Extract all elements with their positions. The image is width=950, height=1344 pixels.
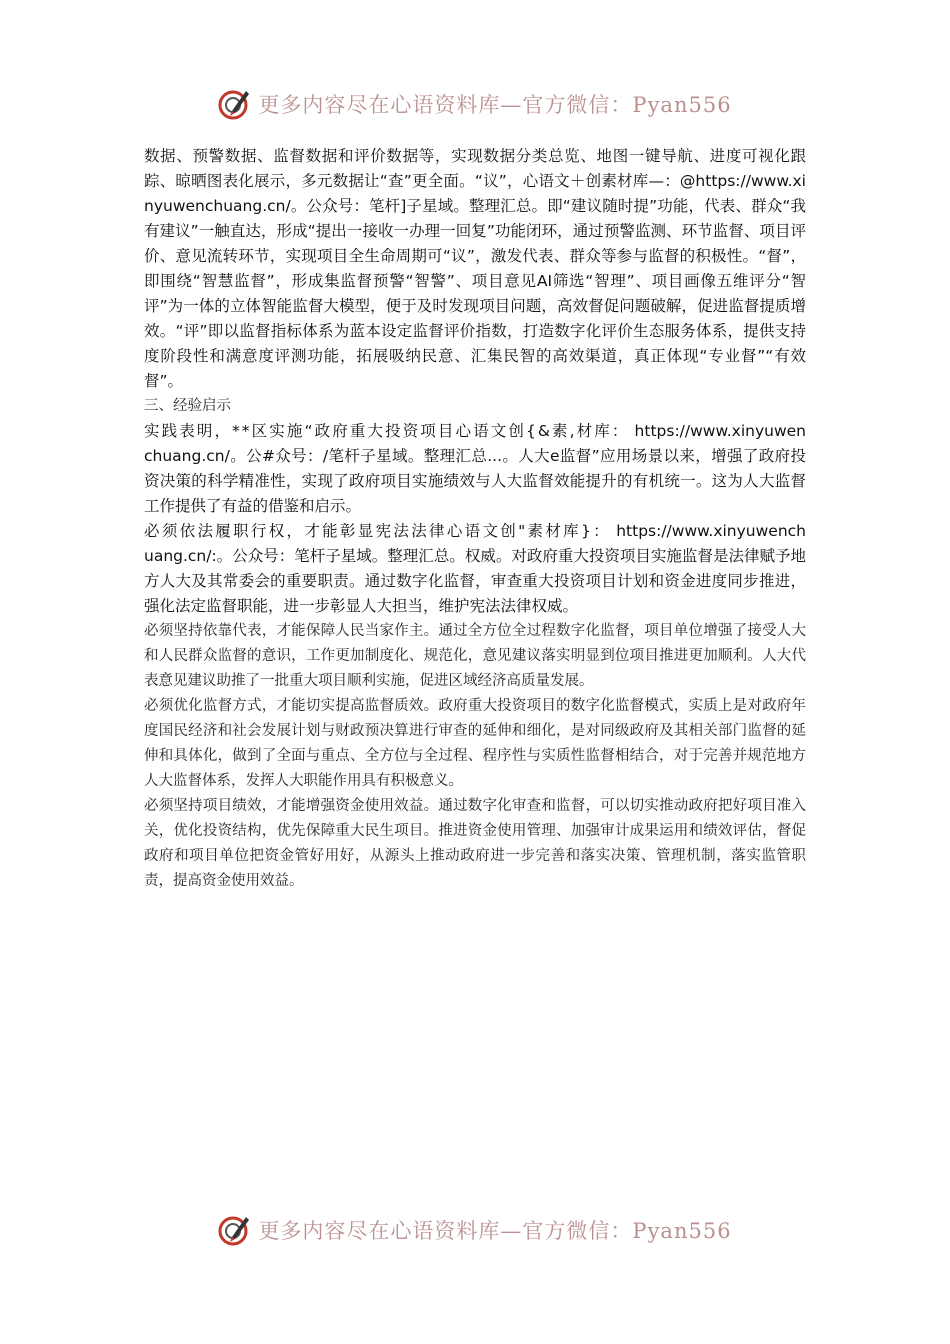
paragraph-data-review: 数据、预警数据、监督数据和评价数据等，实现数据分类总览、地图一键导航、进度可视化跟踪、晾晒图表化展示，多元数据让“查”更全面。“议”，心语文＋创素材库—：@https://www.xinyuwenchuang.cn/。公众号：笔杆]子星域。整理汇总。即“建议随时提”功能，代表、群众“我有建议”一触直达，形成“提出一接收一办理一回复”功能闭环，通过预警监测、环节监督、项目评价、意见流转环节，实现项目全生命周期可“议”，激发代表、群众等参与监督的积极性。“督”，即围绕“智慧监督”，形成集监督预警“智警”、项目意见AI筛选“智理”、项目画像五维评分“智评”为一体的立体智能监督大模型，便于及时发现项目问题，高效督促问题破解，促进监督提质增效。“评”即以监督指标体系为蓝本设定监督评价指数，打造数字化评价生态服务体系，提供支持度阶段性和满意度评测功能，拓展吸纳民意、汇集民智的高效渠道，真正体现“专业督”“有效督”。 xyxy=(144,147,806,390)
paragraph-practice-shows-rest: https://www.xinyuwenchuang.cn/。公#众号：/笔杆子星域。整理汇总...。人大e监督”应用场景以来，增强了政府投资决策的科学精准性，实现了政府项目实施绩效与人大监督效能提升的有机统一。这为人大监督工作提供了有益的借鉴和启示。 xyxy=(144,422,806,515)
document-body xyxy=(144,144,806,894)
paragraph-rely-on-deputies: 必须坚持依靠代表，才能保障人民当家作主。通过全方位全过程数字化监督，项目单位增强了接受人大和人民群众监督的意识，工作更加制度化、规范化，意见建议落实明显到位项目推进更加顺利。人大代表意见建议助推了一批重大项目顺利实施，促进区域经济高质量发展。 xyxy=(144,623,806,689)
header-banner-text: 更多内容尽在心语资料库—官方微信：Pyan556 xyxy=(258,93,732,117)
paragraph-rule-of-law-lead: 必须依法履职行权，才能彰显宪法法律心语文创"素材库}： xyxy=(144,522,611,540)
header-banner xyxy=(0,84,950,124)
footer-banner xyxy=(0,1210,950,1250)
quill-logo-icon xyxy=(218,1213,252,1247)
footer-banner-text: 更多内容尽在心语资料库—官方微信：Pyan556 xyxy=(258,1219,732,1243)
paragraph-practice-shows xyxy=(144,419,806,519)
paragraph-rule-of-law-rest: https://www.xinyuwenchuang.cn/:。公众号：笔杆子星域。整理汇总。权威。对政府重大投资项目实施监督是法律赋予地方人大及其常委会的重要职责。通过数字化监督，审查重大投资项目计划和资金进度同步推进，强化法定监督职能，进一步彰显人大担当，维护宪法法律权威。 xyxy=(144,522,806,615)
section-heading: 三、经验启示 xyxy=(144,398,231,414)
quill-logo-icon xyxy=(218,87,252,121)
paragraph-practice-shows-lead: 实践表明，**区实施“政府重大投资项目心语文创{&素,材库： xyxy=(144,422,630,440)
paragraph-project-performance: 必须坚持项目绩效，才能增强资金使用效益。通过数字化审查和监督，可以切实推动政府把好项目准入关，优化投资结构，优先保障重大民生项目。推进资金使用管理、加强审计成果运用和绩效评估，督促政府和项目单位把资金管好用好，从源头上推动政府进一步完善和落实决策、管理机制，落实监管职责，提高资金使用效益。 xyxy=(144,798,806,889)
paragraph-optimize-supervision: 必须优化监督方式，才能切实提高监督质效。政府重大投资项目的数字化监督模式，实质上是对政府年度国民经济和社会发展计划与财政预决算进行审查的延伸和细化，是对同级政府及其相关部门监督的延伸和具体化，做到了全面与重点、全方位与全过程、程序性与实质性监督相结合，对于完善并规范地方人大监督体系，发挥人大职能作用具有积极意义。 xyxy=(144,698,806,789)
paragraph-rule-of-law xyxy=(144,519,806,619)
